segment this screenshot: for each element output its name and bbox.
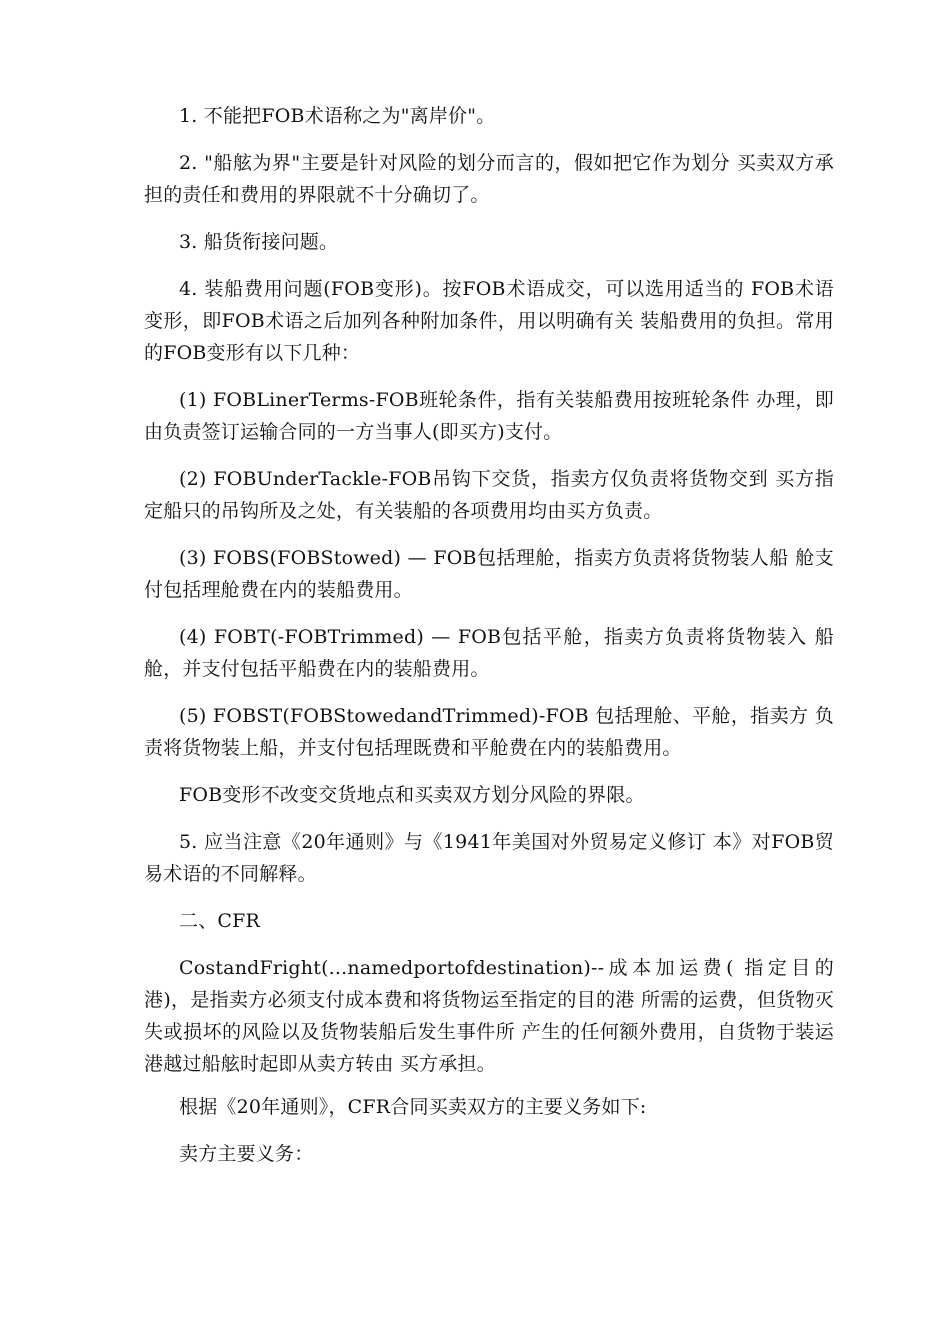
paragraph-4: 4. 装船费用问题(FOB变形)。按FOB术语成交，可以选用适当的 FOB术语变形，即FOB术语之后加列各种附加条件，用以明确有关 装船费用的负担。常用的FOB变形有以下几种： [144, 278, 834, 364]
paragraph-12: CostandFright(...namedportofdestination)--成本加运费( 指定目的港)，是指卖方必须支付成本费和将货物运至指定的目的港 所需的运费，但货物灭失或损坏的风险以及货物装船后发生事件所 产生的任何额外费用，自货物于装运港越过船舷时起即从卖方转由 买方承担。 [144, 957, 834, 1075]
paragraph-13: 根据《20年通则》，CFR合同买卖双方的主要义务如下: [179, 1096, 647, 1118]
paragraph-14: 卖方主要义务： [179, 1143, 314, 1165]
paragraph-8: (4) FOBT(-FOBTrimmed) — FOB包括平舱，指卖方负责将货物装入 船舱，并支付包括平船费在内的装船费用。 [144, 626, 834, 680]
paragraph-10: FOB变形不改变交货地点和买卖双方划分风险的界限。 [179, 784, 645, 806]
paragraph-1: 1. 不能把FOB术语称之为"离岸价"。 [179, 105, 496, 127]
paragraph-6: (2) FOBUnderTackle-FOB吊钩下交货，指卖方仅负责将货物交到 买方指定船只的吊钩所及之处，有关装船的各项费用均由买方负责。 [144, 468, 834, 522]
section-heading-cfr: 二、CFR [179, 910, 261, 932]
paragraph-5: (1) FOBLinerTerms-FOB班轮条件，指有关装船费用按班轮条件 办理，即由负责签订运输合同的一方当事人(即买方)支付。 [144, 389, 834, 443]
paragraph-3: 3. 船货衔接问题。 [179, 231, 339, 253]
document-body [144, 100, 834, 1185]
paragraph-11: 5. 应当注意《20年通则》与《1941年美国对外贸易定义修订 本》对FOB贸易术语的不同解释。 [144, 831, 834, 885]
paragraph-7: (3) FOBS(FOBStowed) — FOB包括理舱，指卖方负责将货物装人船 舱支付包括理舱费在内的装船费用。 [144, 547, 834, 601]
paragraph-2: 2. "船舷为界"主要是针对风险的划分而言的，假如把它作为划分 买卖双方承担的责任和费用的界限就不十分确切了。 [144, 152, 834, 206]
paragraph-9: (5) FOBST(FOBStowedandTrimmed)-FOB 包括理舱、平舱，指卖方 负责将货物装上船，并支付包括理既费和平舱费在内的装船费用。 [144, 705, 834, 759]
